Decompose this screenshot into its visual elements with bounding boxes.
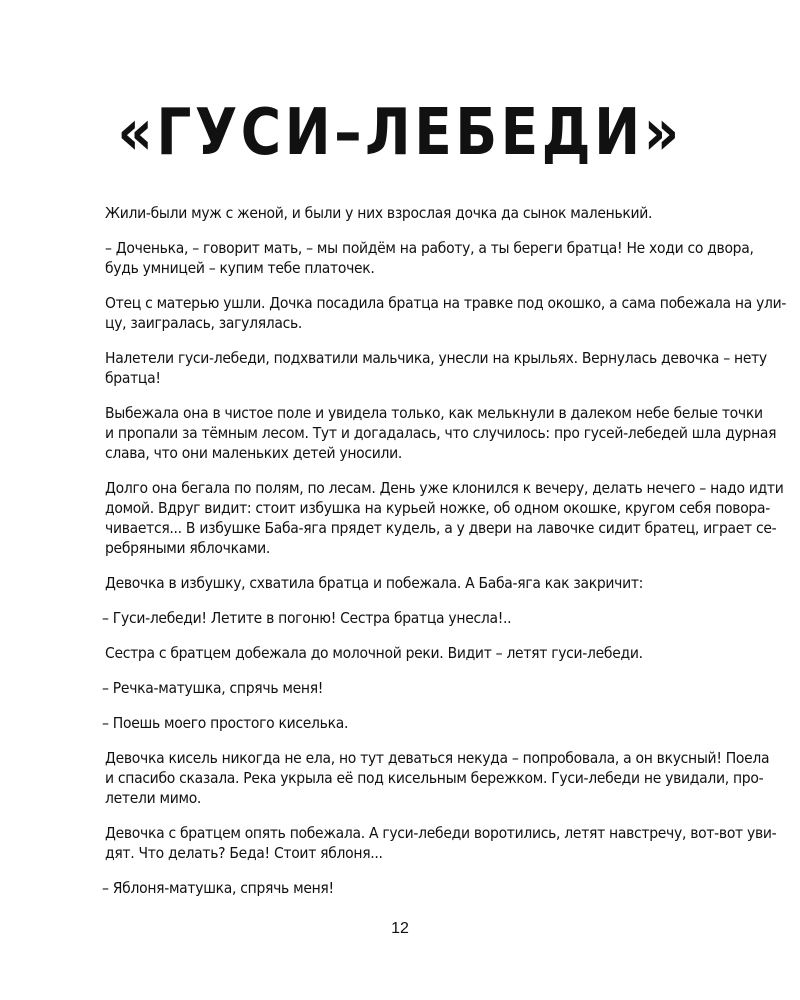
text-line: Девочка в избушку, схватила братца и побежала. А Баба-яга как закричит: [105, 574, 644, 592]
text-line: слава, что они маленьких детей уносили. [105, 444, 403, 462]
text-line: – Поешь моего простого киселька. [102, 714, 349, 732]
paragraph [105, 478, 784, 558]
text-line: Жили-были муж с женой, и были у них взрослая дочка да сынок маленький. [105, 204, 653, 222]
story-text [102, 203, 787, 913]
text-line: Девочка кисель никогда не ела, но тут деваться некуда – попробовала, а он вкусный! Поела [105, 749, 770, 767]
paragraph [105, 573, 730, 593]
text-line: Налетели гуси-лебеди, подхватили мальчика, унесли на крыльях. Вернулась девочка – нету [105, 349, 767, 367]
paragraph [105, 403, 777, 463]
text-line: – Гуси-лебеди! Летите в погоню! Сестра братца унесла!.. [102, 609, 512, 627]
dialog-line [102, 678, 730, 698]
text-line: будь умницей – купим тебе платочек. [105, 259, 375, 277]
text-line: – Речка-матушка, спрячь меня! [102, 679, 324, 697]
text-line: ребряными яблочками. [105, 539, 271, 557]
dialog-line [102, 713, 730, 733]
text-line: летели мимо. [105, 789, 202, 807]
page-number: 12 [391, 920, 409, 937]
text-line: чивается... В избушке Баба-яга прядет кудель, а у двери на лавочке сидит братец, играет се- [105, 519, 777, 537]
paragraph [105, 643, 730, 663]
text-line: и пропали за тёмным лесом. Тут и догадалась, что случилось: про гусей-лебедей шла дурная [105, 424, 777, 442]
paragraph [105, 203, 730, 223]
text-line: цу, заигралась, загулялась. [105, 314, 303, 332]
text-line: братца! [105, 369, 161, 387]
dialog-line [102, 878, 730, 898]
text-line: Девочка с братцем опять побежала. А гуси-лебеди воротились, летят навстречу, вот-вот уви- [105, 824, 777, 842]
text-line: Отец с матерью ушли. Дочка посадила братца на травке под окошко, а сама побежала на ули- [105, 294, 787, 312]
page-title: «ГУСИ–ЛЕБЕДИ» [117, 96, 683, 170]
text-line: Выбежала она в чистое поле и увидела только, как мелькнули в далеком небе белые точки [105, 404, 763, 422]
paragraph [105, 293, 787, 333]
paragraph [105, 823, 777, 863]
text-line: и спасибо сказала. Река укрыла её под кисельным бережком. Гуси-лебеди не увидали, про- [105, 769, 764, 787]
text-line: Сестра с братцем добежала до молочной реки. Видит – летят гуси-лебеди. [105, 644, 643, 662]
text-line: домой. Вдруг видит: стоит избушка на курьей ножке, об одном окошке, кругом себя повора- [105, 499, 770, 517]
paragraph [105, 748, 770, 808]
dialog-line [102, 608, 730, 628]
text-line: – Яблоня-матушка, спрячь меня! [102, 879, 334, 897]
paragraph [105, 348, 767, 388]
text-line: – Доченька, – говорит мать, – мы пойдём на работу, а ты береги братца! Не ходи со двора, [105, 239, 754, 257]
text-line: дят. Что делать? Беда! Стоит яблоня... [105, 844, 383, 862]
text-line: Долго она бегала по полям, по лесам. День уже клонился к вечеру, делать нечего – надо идти [105, 479, 784, 497]
paragraph [105, 238, 754, 278]
